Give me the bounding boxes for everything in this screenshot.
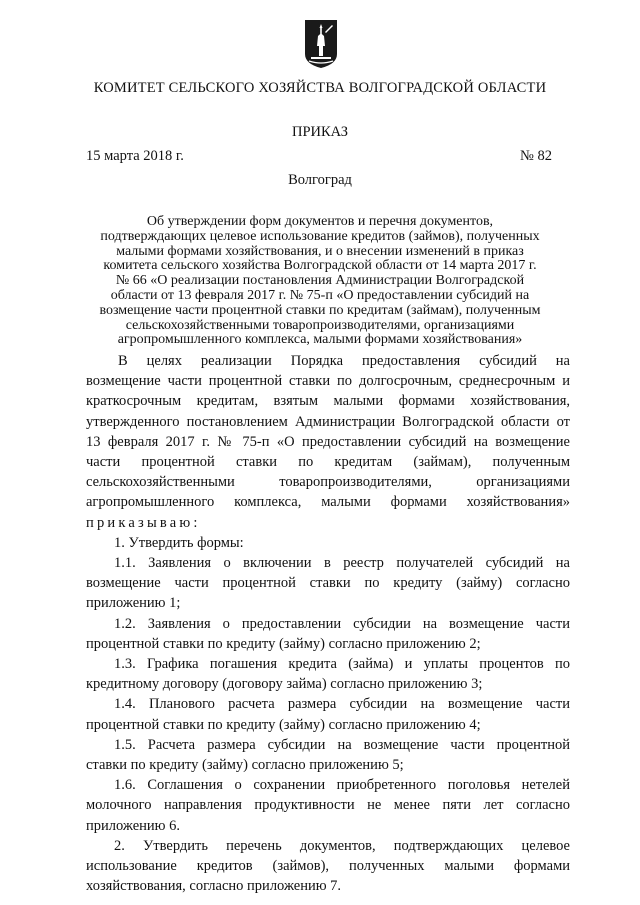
body-line: возмещение части процентной ставки по кредиту (займу) согласно <box>86 575 570 592</box>
title-line: возмещение части процентной ставки по кредитам (займам), полученным <box>99 302 541 318</box>
title-line: комитета сельского хозяйства Волгоградской области от 14 марта 2017 г. <box>103 258 537 274</box>
order-number: № 82 <box>520 148 552 164</box>
title-line: сельскохозяйственными товаропроизводителями, организациями <box>125 317 515 333</box>
body-line: кредитному договору (договору займа) согласно приложению 3; <box>86 676 483 693</box>
city: Волгоград <box>288 172 352 188</box>
body-line: возмещение части процентной ставки по долгосрочным, среднесрочным и <box>86 373 570 390</box>
body-line: 1.6. Соглашения о сохранении приобретенного поголовья нетелей <box>114 777 570 794</box>
body-line: процентной ставки по кредиту (займу) согласно приложению 4; <box>86 716 481 733</box>
body-line: краткосрочным кредитам, взятым малыми формами хозяйствования, <box>86 393 570 410</box>
body-line: 1.2. Заявления о предоставлении субсидии на возмещение части <box>114 615 570 632</box>
document-body <box>86 351 570 896</box>
body-line: молочного направления продуктивности не менее пяти лет согласно <box>86 797 570 814</box>
body-line: 13 февраля 2017 г. № 75-п «О предоставлении субсидий на возмещение <box>86 433 570 450</box>
body-line: приказываю: <box>86 514 201 531</box>
title-line: агропромышленного комплекса, малыми формами хозяйствования» <box>117 332 523 348</box>
body-line: 1.1. Заявления о включении в реестр получателей субсидий на <box>114 555 570 572</box>
body-line: процентной ставки по кредиту (займу) согласно приложению 2; <box>86 635 481 652</box>
document-type: ПРИКАЗ <box>291 124 349 140</box>
organization-name: КОМИТЕТ СЕЛЬСКОГО ХОЗЯЙСТВА ВОЛГОГРАДСКОЙ ОБЛАСТИ <box>93 80 547 96</box>
body-line: части процентной ставки по кредитам (займам), полученным <box>86 454 570 471</box>
title-line: области от 13 февраля 2017 г. № 75-п «О предоставлении субсидий на <box>110 287 530 303</box>
body-line: 2. Утвердить перечень документов, подтверждающих целевое <box>114 837 570 854</box>
body-line: хозяйствования, согласно приложению 7. <box>86 878 342 895</box>
body-line: В целях реализации Порядка предоставления субсидий на <box>118 353 570 369</box>
title-line: Об утверждении форм документов и перечня документов, <box>146 214 494 229</box>
title-line: подтверждающих целевое использование кредитов (займов), полученных <box>100 228 540 244</box>
body-line: утвержденного постановлением Администрации Волгоградской области от <box>86 413 570 430</box>
body-line: использование кредитов (займов), полученных малыми формами <box>86 858 570 875</box>
title-line: № 66 «О реализации постановления Администрации Волгоградской <box>115 273 525 289</box>
body-line: агропромышленного комплекса, малыми формами хозяйствования» <box>86 494 570 511</box>
body-line: 1.5. Расчета размера субсидии на возмещение части процентной <box>114 736 570 753</box>
title-line: малыми формами хозяйствования, и о внесении изменений в приказ <box>116 243 524 259</box>
body-line: сельскохозяйственными товаропроизводителями, организациями <box>86 474 570 491</box>
volgograd-emblem-icon <box>303 18 339 70</box>
body-line: приложению 1; <box>86 595 181 612</box>
body-line: 1.4. Планового расчета размера субсидии на возмещение части <box>114 696 570 713</box>
body-line: 1.3. Графика погашения кредита (займа) и уплаты процентов по <box>114 656 570 673</box>
body-line: 1. Утвердить формы: <box>114 534 244 551</box>
order-date: 15 марта 2018 г. <box>86 148 184 164</box>
document-title <box>80 215 560 348</box>
body-line: приложению 6. <box>86 817 181 834</box>
body-line: ставки по кредиту (займу) согласно приложению 5; <box>86 757 404 774</box>
